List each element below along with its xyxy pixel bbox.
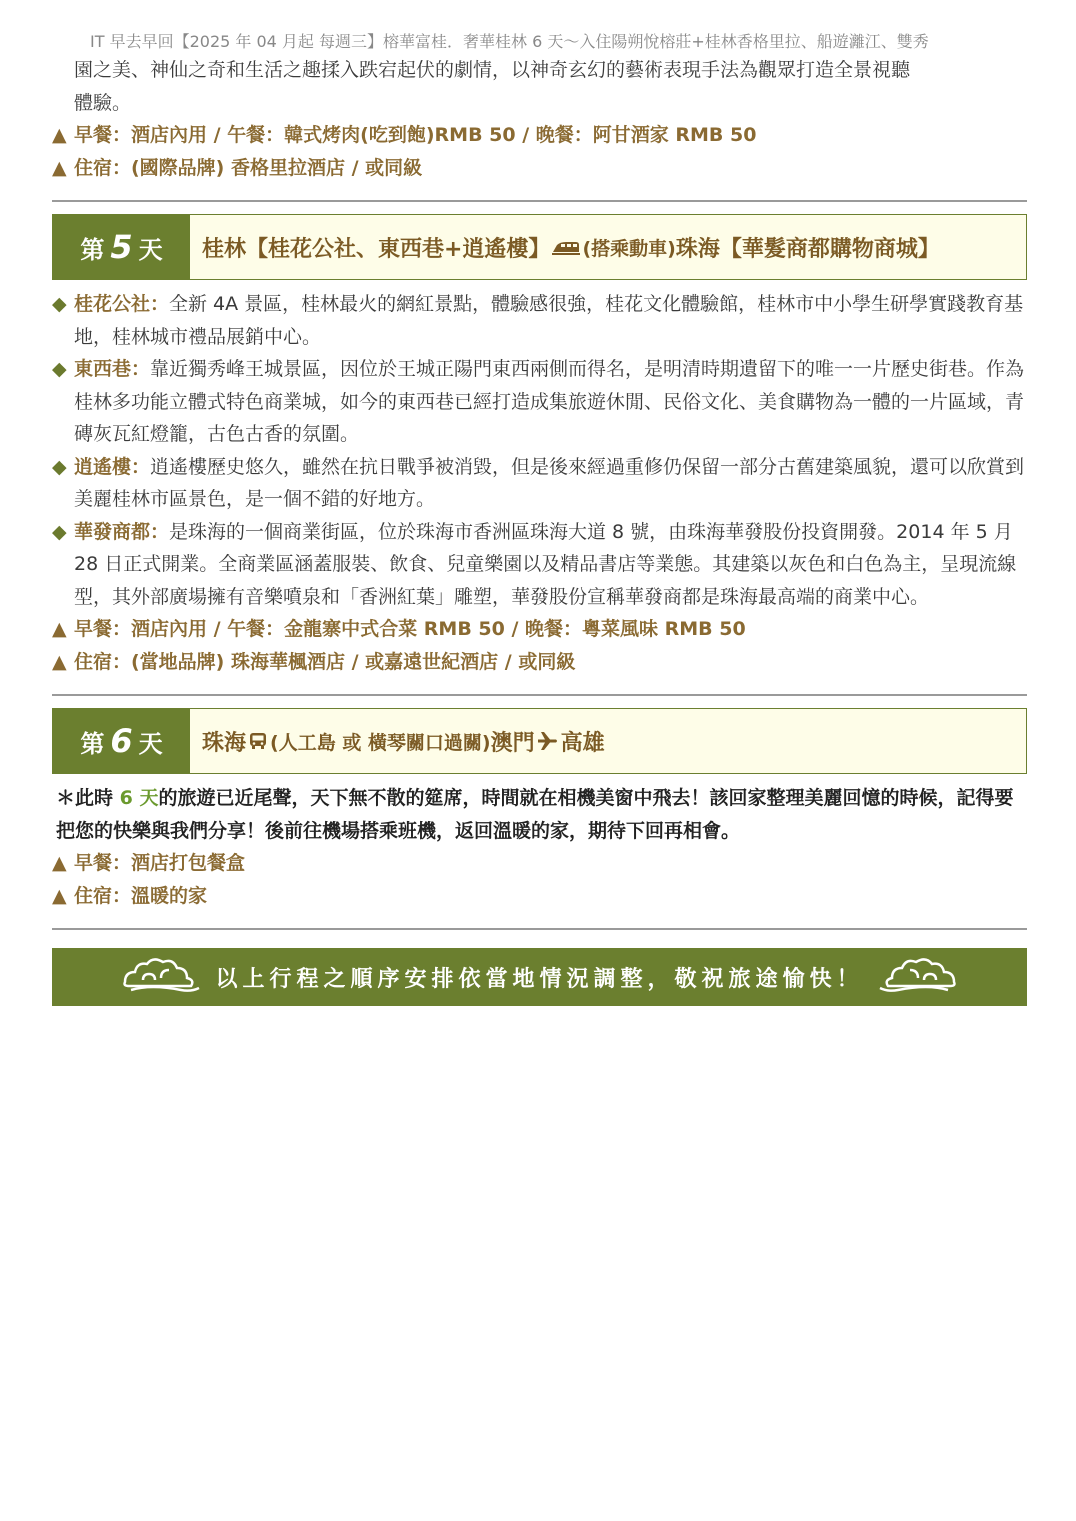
item-label: 東西巷： [74, 358, 151, 380]
day6-hotel-text: 住宿：溫暖的家 [74, 884, 208, 907]
day-label-prefix: 第 [80, 729, 105, 758]
day4-hotel-line [52, 152, 1027, 185]
list-item [52, 353, 1027, 451]
item-text: 是珠海的一個商業街區，位於珠海市香洲區珠海大道 8 號，由珠海華發股份投資開發。2014 年 5 月 28 日正式開業。全商業區涵蓋服裝、飲食、兒童樂園以及精品書店等業態。其建築以灰色和白色為主，呈現流線型，其外部廣場擁有音樂噴泉和「香洲紅葉」雕塑，華發股份宣稱華發商都是珠海最高端的商業中心。 [74, 520, 1017, 608]
diamond-icon: ◆ [52, 358, 67, 380]
day-label-suffix: 天 [138, 729, 163, 758]
day5-meal-text: 早餐：酒店內用 / 午餐：金龍寨中式合菜 RMB 50 / 晚餐：粵菜風味 RMB 50 [74, 618, 746, 640]
section-divider [52, 200, 1027, 202]
day6-title-part-c: 澳門 [490, 730, 535, 756]
day4-meal-line [52, 119, 1027, 152]
triangle-icon: ▲ [52, 618, 67, 640]
day-number: 6 [110, 722, 133, 760]
day4-hotel-text: 住宿：(國際品牌) 香格里拉酒店 / 或同級 [74, 156, 423, 179]
airplane-icon [537, 731, 559, 751]
triangle-icon: ▲ [52, 650, 67, 673]
day5-hotel-text: 住宿：(當地品牌) 珠海華楓酒店 / 或嘉遠世紀酒店 / 或同級 [74, 650, 576, 673]
farewell-start: ＊此時 [56, 787, 120, 809]
train-icon [552, 239, 580, 255]
day-number: 5 [110, 228, 133, 266]
day6-meal-text: 早餐：酒店打包餐盒 [74, 852, 246, 874]
day5-label [53, 215, 190, 279]
document-header: IT 早去早回【2025 年 04 月起 每週三】榕華富桂．奢華桂林 6 天～入住陽朔悅榕莊+桂林香格里拉、船遊灕江、雙秀 [90, 32, 929, 51]
farewell-paragraph [52, 782, 1027, 847]
list-item [52, 288, 1027, 353]
itinerary-page [52, 30, 1027, 1006]
day5-title [190, 215, 1026, 279]
day6-header [52, 708, 1027, 774]
section-divider [52, 928, 1027, 930]
day5-title-part-c: 珠海【華髮商都購物商城】 [675, 236, 940, 262]
triangle-icon: ▲ [52, 884, 67, 907]
triangle-icon: ▲ [52, 156, 67, 179]
triangle-icon: ▲ [52, 852, 67, 874]
bus-icon [248, 731, 268, 751]
day-label-prefix: 第 [80, 235, 105, 264]
triangle-icon: ▲ [52, 124, 67, 146]
day6-title-part-d: 高雄 [560, 730, 605, 756]
day4-meal-text: 早餐：酒店內用 / 午餐：韓式烤肉(吃到飽)RMB 50 / 晚餐：阿甘酒家 RMB 50 [74, 124, 757, 146]
diamond-icon: ◆ [52, 520, 67, 543]
day5-title-part-b: (搭乘動車) [582, 237, 676, 260]
day6-hotel-line [52, 880, 1027, 913]
item-text: 全新 4A 景區，桂林最火的網紅景點，體驗感很強，桂花文化體驗館，桂林市中小學生研學實踐教育基地，桂林城市禮品展銷中心。 [74, 293, 1024, 348]
section-divider [52, 694, 1027, 696]
item-label: 華發商都： [74, 520, 170, 543]
footer-text: 以上行程之順序安排依當地情況調整，敬祝旅途愉快！ [215, 966, 864, 992]
intro-line-2: 體驗。 [74, 91, 132, 114]
item-label: 逍遙樓： [74, 455, 151, 478]
day6-title [190, 709, 1026, 773]
farewell-highlight: 6 天 [119, 787, 159, 809]
diamond-icon: ◆ [52, 293, 67, 315]
day6-meal-line [52, 847, 1027, 880]
item-text: 靠近獨秀峰王城景區，因位於王城正陽門東西兩側而得名，是明清時期遺留下的唯一一片歷史街巷。作為桂林多功能立體式特色商業城，如今的東西巷已經打造成集旅遊休閒、民俗文化、美食購物為一體的一片區域，青磚灰瓦紅燈籠，古色古香的氛圍。 [74, 358, 1025, 445]
day5-header [52, 214, 1027, 280]
intro-paragraph [52, 54, 1027, 119]
intro-line-1: 園之美、神仙之奇和生活之趣揉入跌宕起伏的劇情，以神奇玄幻的藝術表現手法為觀眾打造全景視聽 [74, 59, 911, 81]
day6-title-part-b: (人工島 或 橫琴關口過關) [270, 731, 491, 754]
cloud-ornament-left-icon [121, 954, 201, 1000]
day6-title-part-a: 珠海 [202, 730, 247, 756]
day5-meal-line [52, 613, 1027, 646]
cloud-ornament-right-icon [878, 954, 958, 1000]
list-item [52, 516, 1027, 614]
day5-title-part-a: 桂林【桂花公社、東西巷+逍遙樓】 [202, 236, 551, 262]
day-label-suffix: 天 [138, 235, 163, 264]
diamond-icon: ◆ [52, 455, 67, 478]
list-item [52, 451, 1027, 516]
item-text: 逍遙樓歷史悠久，雖然在抗日戰爭被消毀，但是後來經過重修仍保留一部分古舊建築風貌，還可以欣賞到美麗桂林市區景色，是一個不錯的好地方。 [74, 455, 1025, 510]
farewell-rest: 的旅遊已近尾聲，天下無不散的筵席，時間就在相機美窗中飛去！該回家整理美麗回憶的時候，記得要把您的快樂與我們分享！後前往機場搭乘班機，返回溫暖的家，期待下回再相會。 [56, 787, 1014, 842]
day6-label [53, 709, 190, 773]
item-label: 桂花公社： [74, 293, 170, 315]
day5-hotel-line [52, 646, 1027, 679]
footer-banner [52, 948, 1027, 1006]
